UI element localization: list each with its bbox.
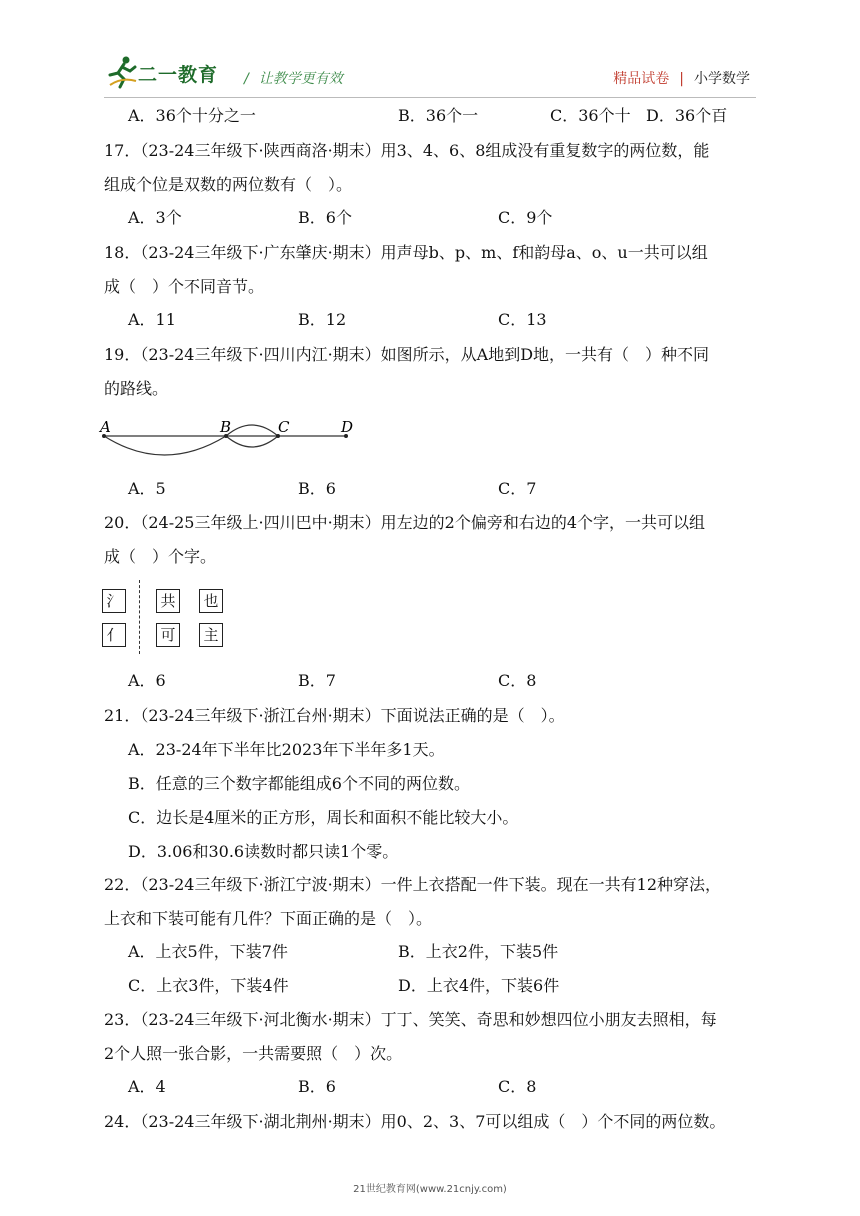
char-box-3: 可	[156, 623, 180, 647]
q22-option-a[interactable]: A．上衣5件，下装7件	[128, 942, 288, 961]
q16-option-c[interactable]: C．36个十	[550, 106, 631, 125]
runner-logo-icon	[108, 55, 138, 89]
q23-option-c[interactable]: C．8	[498, 1077, 537, 1096]
point-a-label: A	[100, 418, 111, 436]
route-arc-b-c-upper	[226, 425, 278, 436]
radical-box-water: 氵	[102, 589, 126, 613]
tag-premium: 精品试卷	[613, 71, 670, 87]
page-footer: 21世纪教育网(www.21cnjy.com)	[353, 1184, 507, 1195]
slogan	[244, 68, 343, 88]
header-divider	[104, 97, 756, 98]
q22-line2: 上衣和下装可能有几件？下面正确的是（ ）。	[104, 909, 433, 928]
logo-text: 二一教育	[138, 64, 219, 86]
q18-line1: 18．（23-24三年级下·广东肇庆·期末）用声母b、p、m、f和韵母a、o、u一共可以组	[104, 243, 708, 262]
slogan-text: 让教学更有效	[258, 71, 343, 87]
q20-line1: 20．（24-25三年级上·四川巴中·期末）用左边的2个偏旁和右边的4个字，一共可以组	[104, 513, 706, 532]
radical-box-person: 亻	[102, 623, 126, 647]
q16-option-d[interactable]: D．36个百	[646, 106, 728, 125]
route-arc-a-b	[104, 436, 226, 455]
q19-option-b[interactable]: B．6	[298, 479, 336, 498]
q19-option-c[interactable]: C．7	[498, 479, 537, 498]
q18-line2: 成（ ）个不同音节。	[104, 277, 265, 296]
q22-option-d[interactable]: D．上衣4件，下装6件	[398, 976, 560, 995]
q17-option-b[interactable]: B．6个	[298, 208, 352, 227]
char-box-4: 主	[199, 623, 223, 647]
header-tags	[613, 68, 750, 88]
q22-option-c[interactable]: C．上衣3件，下装4件	[128, 976, 289, 995]
slogan-slash: /	[244, 71, 249, 87]
q21-option-c[interactable]: C．边长是4厘米的正方形，周长和面积不能比较大小。	[128, 808, 519, 827]
q16-option-a[interactable]: A．36个十分之一	[128, 106, 256, 125]
dashed-divider	[139, 580, 140, 654]
q17-line2: 组成个位是双数的两位数有（ ）。	[104, 175, 353, 194]
route-arc-b-c-lower	[226, 436, 278, 447]
point-c-label: C	[278, 418, 290, 436]
tag-subject: 小学数学	[694, 71, 750, 87]
q17-line1: 17．（23-24三年级下·陕西商洛·期末）用3、4、6、8组成没有重复数字的两位数，能	[104, 141, 710, 160]
q21-option-b[interactable]: B．任意的三个数字都能组成6个不同的两位数。	[128, 774, 470, 793]
q21-option-a[interactable]: A．23-24年下半年比2023年下半年多1天。	[128, 740, 445, 759]
q17-option-c[interactable]: C．9个	[498, 208, 553, 227]
q24-line1: 24．（23-24三年级下·湖北荆州·期末）用0、2、3、7可以组成（ ）个不同的两位数。	[104, 1112, 726, 1131]
page-header	[0, 0, 860, 100]
q23-line2: 2个人照一张合影，一共需要照（ ）次。	[104, 1044, 403, 1063]
q23-option-a[interactable]: A．4	[128, 1077, 166, 1096]
q18-option-a[interactable]: A．11	[128, 310, 176, 329]
char-box-2: 也	[199, 589, 223, 613]
q22-line1: 22．（23-24三年级下·浙江宁波·期末）一件上衣搭配一件下装。现在一共有12种穿法，	[104, 875, 722, 894]
tag-separator: |	[679, 71, 684, 87]
q18-option-b[interactable]: B．12	[298, 310, 347, 329]
q20-option-a[interactable]: A．6	[128, 671, 166, 690]
q19-line2: 的路线。	[104, 379, 169, 398]
point-b-label: B	[220, 418, 232, 436]
char-box-1: 共	[156, 589, 180, 613]
q21-line1: 21．（23-24三年级下·浙江台州·期末）下面说法正确的是（ ）。	[104, 706, 565, 725]
q20-option-b[interactable]: B．7	[298, 671, 336, 690]
q16-option-b[interactable]: B．36个一	[398, 106, 479, 125]
q23-option-b[interactable]: B．6	[298, 1077, 336, 1096]
q20-line2: 成（ ）个字。	[104, 547, 217, 566]
q23-line1: 23．（23-24三年级下·河北衡水·期末）丁丁、笑笑、奇思和妙想四位小朋友去照相，每	[104, 1010, 717, 1029]
route-diagram	[98, 416, 368, 466]
q20-option-c[interactable]: C．8	[498, 671, 537, 690]
q22-option-b[interactable]: B．上衣2件，下装5件	[398, 942, 559, 961]
point-d-label: D	[341, 418, 354, 436]
q19-option-a[interactable]: A．5	[128, 479, 166, 498]
q21-option-d[interactable]: D．3.06和30.6读数时都只读1个零。	[128, 842, 399, 861]
q19-line1: 19．（23-24三年级下·四川内江·期末）如图所示，从A地到D地，一共有（ ）种不同	[104, 345, 710, 364]
q17-option-a[interactable]: A．3个	[128, 208, 182, 227]
logo	[108, 55, 238, 95]
q18-option-c[interactable]: C．13	[498, 310, 547, 329]
